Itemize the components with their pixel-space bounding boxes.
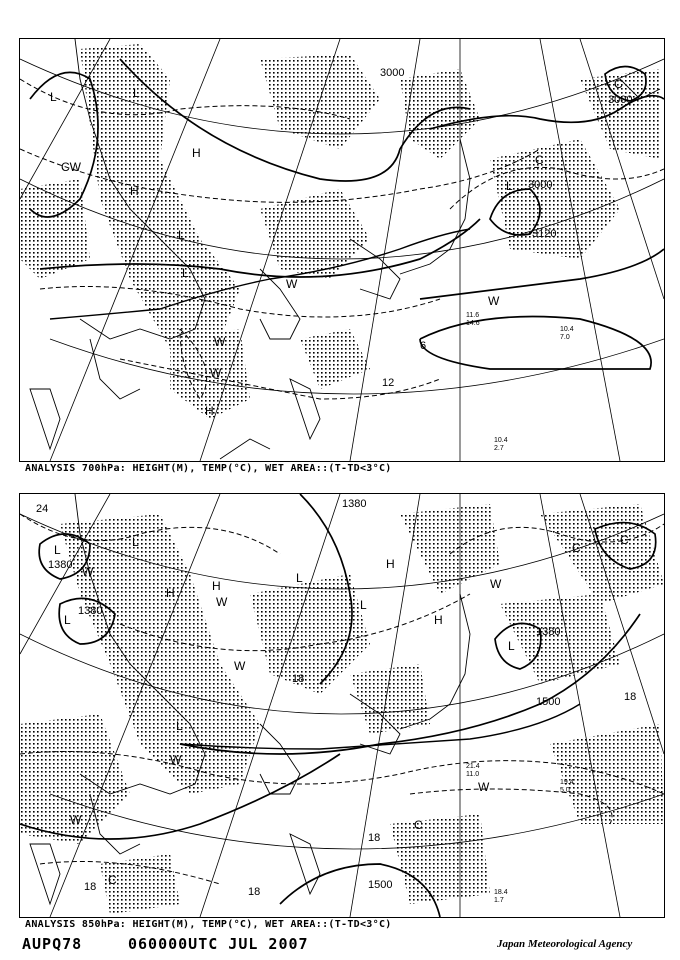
center-label: L (133, 86, 140, 100)
contour-label: 3120 (532, 228, 557, 240)
center-label: L (296, 571, 303, 585)
center-label: W (286, 277, 298, 291)
wet-area-shading (20, 44, 660, 419)
center-label: C (620, 533, 629, 547)
contour-label: 1380 (536, 626, 561, 638)
center-label: W (170, 753, 182, 767)
contour-label: 18 (84, 881, 97, 893)
agency-name: Japan Meteorological Agency (497, 938, 633, 950)
contour-label: 1380 (48, 559, 73, 571)
center-label: L (54, 543, 61, 557)
center-label: L (508, 639, 515, 653)
center-label: L (64, 613, 71, 627)
contour-label: 6 (420, 340, 427, 352)
center-label: L (50, 90, 57, 104)
station-value: 7.0 (560, 334, 570, 341)
center-label: L (178, 228, 185, 242)
contour-label: 18 (368, 832, 381, 844)
center-label: H (166, 586, 175, 600)
station-value: 1.7 (494, 897, 504, 904)
valid-time: 060000UTC JUL 2007 (128, 935, 309, 953)
center-label: W (82, 565, 94, 579)
center-label: C (614, 77, 623, 91)
center-label: L (360, 598, 367, 612)
center-label: W (234, 659, 246, 673)
map-panel-700hpa (19, 38, 665, 462)
contour-label: 3000 (380, 67, 405, 79)
center-label: L (182, 266, 189, 280)
center-label: H (212, 579, 221, 593)
station-value: 11.0 (466, 771, 480, 778)
wet-area-shading (20, 504, 664, 914)
center-label: W (70, 813, 82, 827)
contour-label: 18 (624, 691, 637, 703)
station-value: 10.4 (560, 326, 574, 333)
center-label: W (214, 335, 226, 349)
station-value: 11.6 (466, 312, 480, 319)
center-label: L (132, 535, 139, 549)
center-label: H (386, 557, 395, 571)
station-value: 19.4 (560, 779, 574, 786)
center-label: H (434, 613, 443, 627)
station-value: 21.4 (466, 763, 480, 770)
contour-label: 24 (36, 503, 49, 515)
contour-label: 12 (382, 377, 395, 389)
map-850hpa-svg (20, 494, 664, 917)
station-value: 10.4 (494, 437, 508, 444)
station-values (466, 312, 574, 452)
center-label: L (506, 179, 513, 193)
contour-label: 18 (248, 886, 261, 898)
center-label: L (176, 719, 183, 733)
center-label: C (414, 818, 423, 832)
center-label: W (478, 780, 490, 794)
chart-code: AUPQ78 (22, 935, 83, 953)
station-value: 2.7 (494, 445, 504, 452)
contour-label: 18 (292, 673, 305, 685)
map-panel-850hpa (19, 493, 665, 918)
center-label: C (108, 873, 117, 887)
center-label: W (490, 577, 502, 591)
center-label: H (205, 404, 214, 418)
contour-label: 3000 (528, 179, 553, 191)
center-label: W (210, 366, 222, 380)
center-label: H (192, 146, 201, 160)
caption-850hpa: ANALYSIS 850hPa: HEIGHT(M), TEMP(°C), WET AREA::(T-TD<3°C) (25, 919, 392, 930)
center-label: W (216, 595, 228, 609)
center-label: W (488, 294, 500, 308)
station-value: 14.6 (466, 320, 480, 327)
center-label: H (130, 184, 139, 198)
center-label: C (572, 541, 581, 555)
center-label: CW (61, 160, 81, 174)
contour-label: 1500 (536, 696, 561, 708)
contour-label: 1380 (342, 498, 367, 510)
station-value: 5.0 (560, 787, 570, 794)
caption-700hpa: ANALYSIS 700hPa: HEIGHT(M), TEMP(°C), WET AREA::(T-TD<3°C) (25, 463, 392, 474)
map-700hpa-svg (20, 39, 664, 461)
contour-label: 1500 (368, 879, 393, 891)
contour-label: 1380 (78, 605, 103, 617)
center-label: C (535, 153, 544, 167)
station-value: 18.4 (494, 889, 508, 896)
contour-label: 3000 (608, 94, 633, 106)
